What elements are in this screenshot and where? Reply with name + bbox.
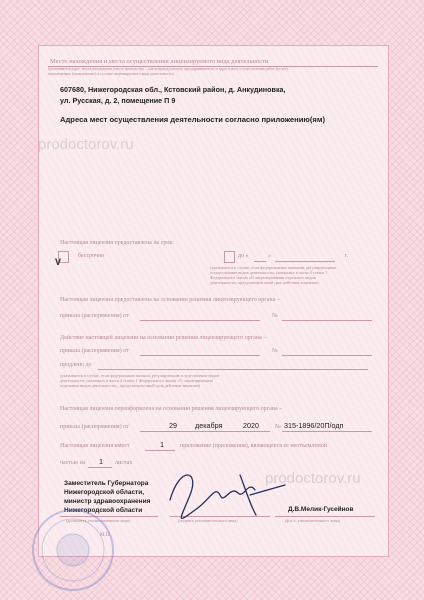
signatory-name: Д.В.Мелик-Гусейнов: [288, 506, 354, 513]
term-label: Настоящая лицензия предоставлена на срок:: [60, 240, 174, 246]
position-caption: (должность уполномоченного лица): [66, 518, 131, 523]
grant-number-label: №: [272, 313, 278, 319]
handwritten-signature: [160, 455, 290, 525]
effect-order: приказа (распоряжения) от: [60, 348, 129, 354]
grant-line: Настоящая лицензия предоставлена на основании решения лицензирующего органа –: [60, 297, 280, 303]
until-quote: »: [268, 253, 271, 259]
effect-number-label: №: [272, 348, 278, 354]
appendix-text: приложение (приложения), являющееся ее неотъемлемой: [180, 443, 327, 449]
extended-label: продлено до: [60, 362, 92, 368]
signatory-title: министр здравоохранения: [64, 498, 151, 505]
reissue-order: приказа (распоряжения) от: [60, 424, 129, 430]
term-note: осуществление видов деятельности, указанных в части 4 статьи 1: [210, 270, 328, 275]
year-suffix: г.: [345, 253, 349, 259]
appendix-count: 1: [160, 440, 164, 449]
effect-note: (указывается в случае, если федеральным законом, регулирующим осуществление видов: [60, 373, 219, 378]
watermark: prodoctorov.ru: [265, 470, 361, 487]
effect-line: Действие настоящей лицензии на основании решения лицензирующего органа –: [60, 335, 267, 341]
indefinite-label: бессрочно: [78, 253, 105, 259]
effect-note: деятельности, указанных в части 4 статьи 1 Федерального закона «О лицензировании: [60, 378, 213, 383]
reissue-day: 29: [169, 421, 177, 430]
official-seal-stamp: [28, 505, 118, 595]
term-note: (указывается в случае, если федеральными законами, регулирующими: [210, 265, 336, 270]
signatory-title: Нижегородской области: [64, 507, 143, 514]
reissue-year: 2020: [243, 421, 259, 430]
appendix-sheets: 1: [99, 457, 103, 466]
reissue-number-label: №: [275, 424, 281, 430]
name-caption: (ф.и.о. уполномоченного лица): [285, 518, 341, 523]
watermark: prodoctorov.ru: [38, 136, 134, 153]
signatory-title: Нижегородской области,: [64, 489, 145, 496]
signatory-title: Заместитель Губернатора: [64, 480, 149, 487]
stamp-label: М.П.: [100, 533, 111, 538]
effect-note: отдельных видов деятельности», предусмотрен иной срок действия лицензии): [60, 383, 200, 388]
reissue-month: декабря: [195, 421, 223, 430]
appendix-text: частью на: [60, 460, 86, 466]
address-line: Адреса мест осуществления деятельности согласно приложению(ям): [60, 115, 325, 124]
appendix-text: листах: [115, 460, 133, 466]
address-line: ул. Русская, д. 2, помещение П 9: [60, 96, 176, 105]
term-note: деятельности», предусмотрен иной срок действия лицензии): [210, 280, 319, 285]
term-note: Федерального закона «О лицензировании отдельных видов: [210, 275, 316, 280]
until-label: до «: [238, 253, 249, 259]
appendix-text: Настоящая лицензия имеет: [60, 443, 130, 449]
address-line: 607680, Нижегородская обл., Кстовский район, д. Анкудиновка,: [60, 85, 286, 94]
reissue-number: 315-1896/20П/одп: [284, 421, 344, 430]
checkbox-mark: V: [55, 257, 62, 267]
header-line: Место нахождения и места осуществления лицензируемого вида деятельности: [50, 58, 269, 65]
until-checkbox: [224, 251, 235, 263]
grant-order: приказа (распоряжения) от: [60, 313, 129, 319]
header-note: выполняемых (оказываемых) в составе лицензируемого вида деятельности): [48, 72, 174, 76]
signature-caption: (подпись уполномоченного лица): [178, 518, 238, 523]
header-note: (указываются адрес места нахождения (место жительства – для индивидуального предпринимателя) и адреса мест осуществления работ (услуг),: [48, 67, 289, 71]
reissue-line: Настоящая лицензия переоформлена на основании решения лицензирующего органа –: [60, 406, 283, 412]
